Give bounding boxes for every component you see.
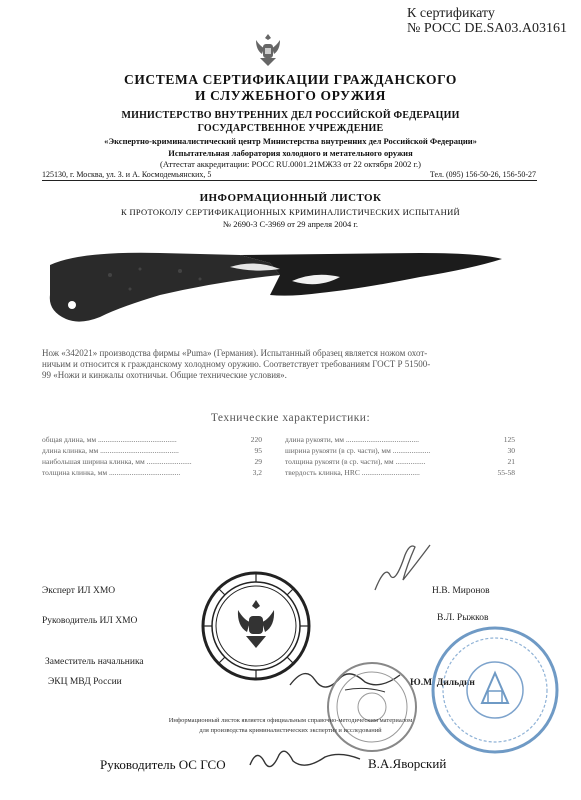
knife-photo [40, 245, 510, 325]
deputy-role-line2: ЭКЦ МВД России [48, 677, 122, 687]
official-stamp-icon [200, 570, 312, 682]
header-divider [42, 180, 537, 181]
ministry-name: МИНИСТЕРСТВО ВНУТРЕННИХ ДЕЛ РОССИЙСКОЙ ФЕДЕРАЦИИ [121, 110, 460, 121]
spec-row [42, 468, 262, 479]
spec-value: 29 [254, 457, 262, 466]
address: 125130, г. Москва, ул. З. и А. Космодемьянских, 5 [42, 170, 212, 179]
expert-name: Н.В. Миронов [432, 586, 490, 596]
institution-name: ГОСУДАРСТВЕННОЕ УЧРЕЖДЕНИЕ [197, 123, 384, 134]
center-name: «Экспертно-криминалистический центр Министерства внутренних дел Российской Федерации» [104, 136, 477, 146]
certificate-ref-line1: К сертификату [407, 6, 495, 21]
head-name: В.Л. Рыжков [437, 613, 489, 623]
description [42, 348, 547, 381]
center-stamp-icon [325, 660, 420, 755]
spec-row [285, 468, 515, 479]
document-title: ИНФОРМАЦИОННЫЙ ЛИСТОК [199, 192, 382, 204]
spec-label: длина клинка, мм .......................................... [42, 446, 179, 455]
document-subtitle: К ПРОТОКОЛУ СЕРТИФИКАЦИОННЫХ КРИМИНАЛИСТИЧЕСКИХ ИСПЫТАНИЙ [121, 207, 460, 217]
specs-title: Технические характеристики: [210, 412, 371, 424]
deputy-name: Ю.М. Дильдин [410, 678, 475, 688]
spec-value: 21 [507, 457, 515, 466]
spec-value: 55-58 [497, 468, 515, 477]
head-role: Руководитель ИЛ ХМО [42, 616, 138, 626]
spec-value: 95 [254, 446, 262, 455]
phone: Тел. (095) 156-50-26, 156-50-27 [429, 170, 536, 179]
description-line2: ничьим и относится к гражданскому холодному оружию. Соответствует требованиям ГОСТ Р 51500- [42, 359, 431, 369]
spec-row [285, 446, 515, 457]
specs-left-column [42, 435, 262, 479]
lab-name: Испытательная лаборатория холодного и метательного оружия [168, 148, 413, 158]
coat-of-arms-icon [250, 30, 286, 70]
system-title-line2: И СЛУЖЕБНОГО ОРУЖИЯ [195, 88, 386, 103]
ocgso-role: Руководитель ОС ГСО [100, 757, 226, 772]
accreditation: (Аттестат аккредитации: РОСС RU.0001.21МЖ33 от 22 октября 2002 г.) [160, 159, 421, 169]
spec-label: толщина рукояти (в ср. части), мм ................ [285, 457, 426, 466]
spec-label: толщина клинка, мм ...................................... [42, 468, 181, 477]
spec-label: наибольшая ширина клинка, мм ........................ [42, 457, 192, 466]
expert-role: Эксперт ИЛ ХМО [42, 586, 116, 596]
spec-row [42, 457, 262, 468]
footnote-line1: Информационный листок является официальным справочно-методическим материалом [168, 717, 413, 724]
ocgso-name: В.А.Яворский [368, 756, 447, 771]
system-title-line1: СИСТЕМА СЕРТИФИКАЦИИ ГРАЖДАНСКОГО [123, 72, 458, 87]
spec-value: 220 [250, 435, 262, 444]
description-line1: Нож «342021» производства фирмы «Puma» (Германия). Испытанный образец является ножом охот- [42, 348, 428, 358]
spec-row [42, 435, 262, 446]
spec-row [42, 446, 262, 457]
deputy-role-line1: Заместитель начальника [45, 657, 144, 667]
specs-right-column [285, 435, 515, 479]
description-line3: 99 «Ножи и кинжалы охотничьи. Общие технические условия». [42, 370, 287, 380]
spec-value: 125 [503, 435, 515, 444]
spec-label: общая длина, мм .......................................... [42, 435, 177, 444]
spec-label: длина рукояти, мм ....................................... [285, 435, 420, 444]
certification-body-stamp-icon [430, 625, 560, 755]
certificate-ref-number: № РОСС DE.SA03.A03161 [407, 21, 567, 36]
spec-row [285, 435, 515, 446]
document-number: № 2690-3 С-3969 от 29 апреля 2004 г. [223, 219, 358, 229]
spec-value: 30 [507, 446, 515, 455]
certificate-reference [407, 6, 567, 36]
spec-label: ширина рукояти (в ср. части), мм .................... [285, 446, 431, 455]
spec-label: твердость клинка, HRC ............................... [285, 468, 420, 477]
expert-signature [355, 535, 445, 595]
spec-row [285, 457, 515, 468]
spec-value: 3,2 [252, 468, 262, 477]
footnote-line2: для производства криминалистических экспертиз и исследований [199, 727, 382, 734]
